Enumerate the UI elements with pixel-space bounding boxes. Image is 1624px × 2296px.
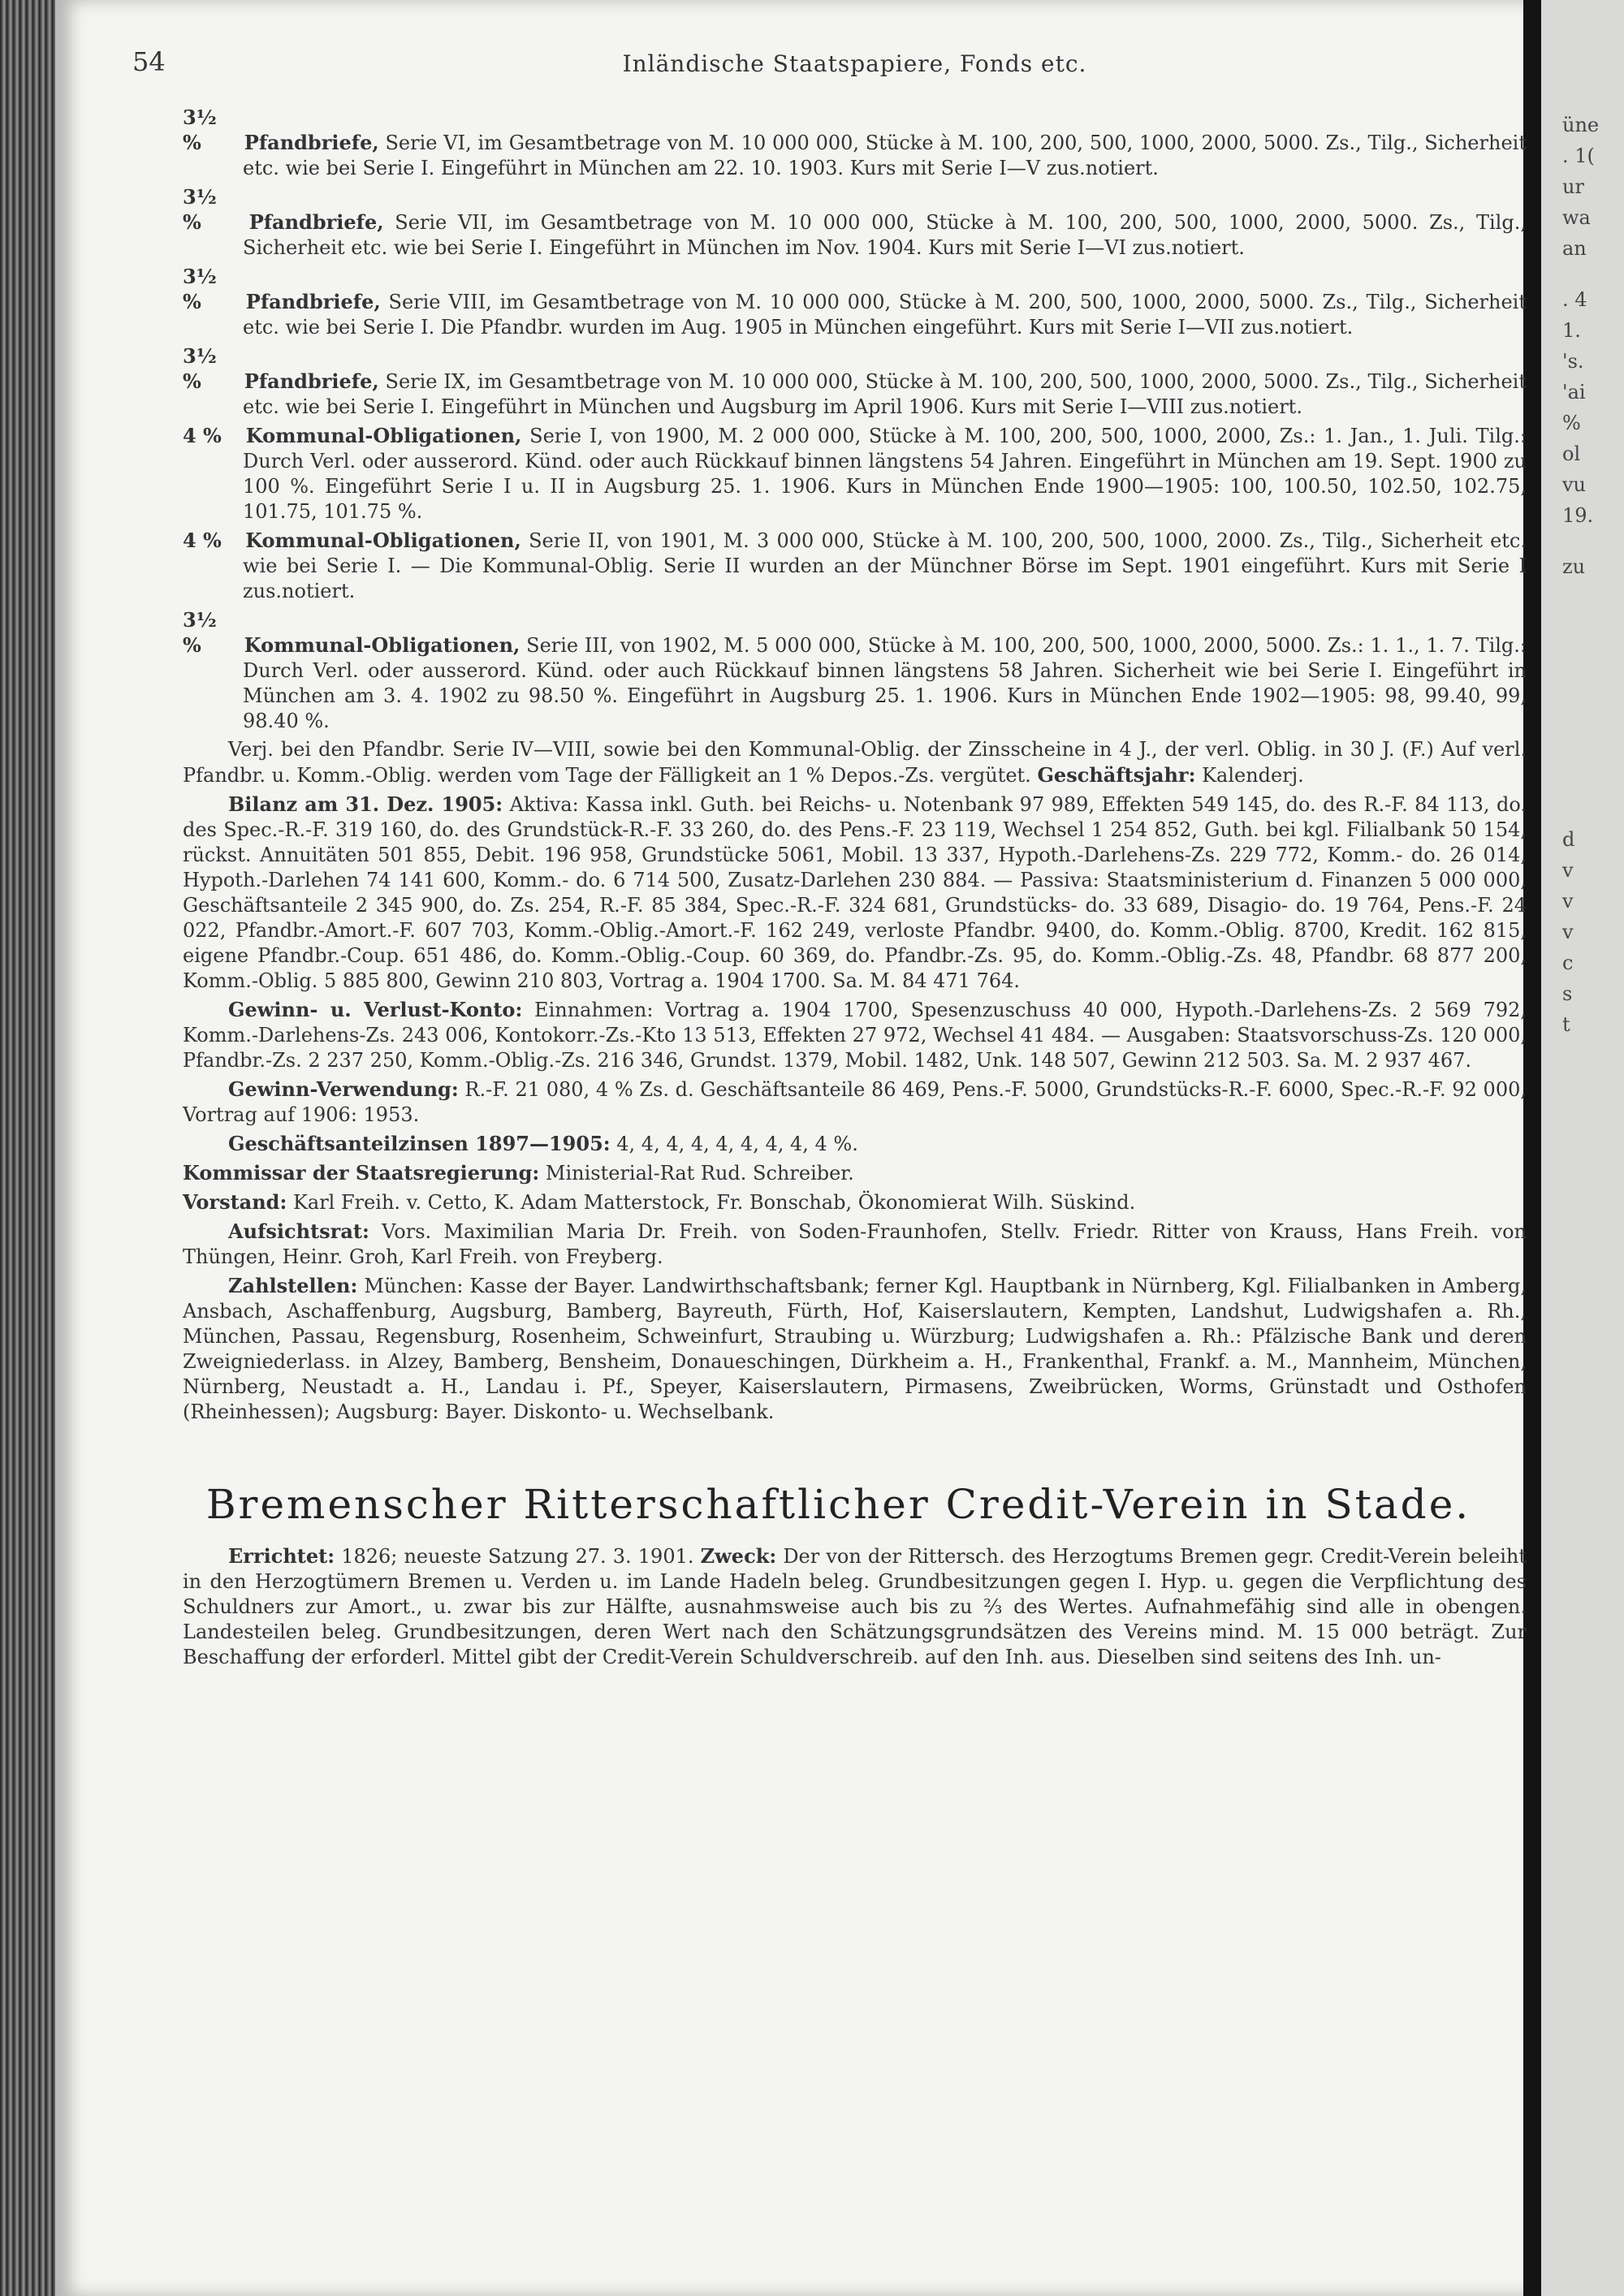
facing-page-fragment: t — [1562, 1013, 1570, 1036]
fiscal-year-label: Geschäftsjahr: — [1037, 763, 1196, 787]
facing-page-fragment: d — [1562, 828, 1575, 851]
bond-entry — [183, 528, 1527, 604]
commissioner-label: Kommissar der Staatsregierung: — [183, 1161, 540, 1185]
profit-loss-label: Gewinn- u. Verlust-Konto: — [228, 998, 523, 1021]
share-interest — [183, 1131, 1527, 1157]
facing-page-fragment: wa — [1562, 206, 1591, 229]
bond-entry — [183, 184, 1527, 261]
facing-page-edge — [1523, 0, 1624, 2296]
entry-text: Serie I, von 1900, M. 2 000 000, Stücke à M. 100, 200, 500, 1000, 2000, Zs.: 1. Jan., 1. Juli. Tilg.: Durch Verl. oder ausserord. Künd. oder auch Rückkauf binnen längstens 54 Jahren. Eingeführt in München am 19. Sept. 1900 zu 100 %. Eingeführt Serie I u. II in Augsburg 25. 1. 1906. Kurs in München Ende 1900—1905: 100, 100.50, 102.50, 102.75, 101.75, 101.75 %. — [243, 425, 1527, 523]
entry-title: Kommunal-Obligationen, — [245, 424, 522, 447]
entry-text: Serie VIII, im Gesamtbetrage von M. 10 000 000, Stücke à M. 200, 500, 1000, 2000, 5000. Zs., Tilg., Sicherheit etc. wie bei Serie I. Die Pfandbr. wurden im Aug. 1905 in München eingeführt. Kurs mit Serie I—VII zus.notiert. — [243, 291, 1527, 339]
bond-entry — [183, 105, 1527, 181]
facing-page-fragment: . 1( — [1562, 145, 1595, 167]
facing-page-fragment: üne — [1562, 114, 1600, 136]
facing-page-fragment: an — [1562, 237, 1587, 260]
association-description — [183, 1543, 1527, 1670]
profit-loss-text: Einnahmen: Vortrag a. 1904 1700, Spesenzuschuss 40 000, Hypoth.-Darlehens-Zs. 2 569 792, Komm.-Darlehens-Zs. 243 006, Kontokorr.-Zs.-Kto 13 513, Effekten 27 972, Wechsel 41 484. — Ausgaben: Staatsvorschuss-Zs. 120 000, Pfandbr.-Zs. 2 237 250, Komm.-Oblig.-Zs. 216 346, Grundst. 1379, Mobil. 1482, Unk. 148 507, Gewinn 212 503. Sa. M. 2 937 467. — [183, 999, 1527, 1072]
interest-rate: 3½ % — [183, 265, 217, 313]
supervisory-board — [183, 1219, 1527, 1270]
fiscal-year-value: Kalenderj. — [1202, 764, 1304, 787]
bond-entry — [183, 607, 1527, 734]
running-title: Inländische Staatspapiere, Fonds etc. — [622, 50, 1087, 77]
facing-page-fragment: % — [1562, 412, 1581, 434]
interest-rate: 3½ % — [183, 608, 217, 657]
entry-title: Pfandbriefe, — [245, 290, 381, 313]
profit-allocation-text: R.-F. 21 080, 4 % Zs. d. Geschäftsanteile 86 469, Pens.-F. 5000, Grundstücks-R.-F. 6000, Spec.-R.-F. 92 000, Vortrag auf 1906: 1953. — [183, 1078, 1527, 1126]
entry-text: Serie VII, im Gesamtbetrage von M. 10 000 000, Stücke à M. 100, 200, 500, 1000, 2000, 5000. Zs., Tilg., Sicherheit etc. wie bei Serie I. Eingeführt in München im Nov. 1904. Kurs mit Serie I—VI zus.notiert. — [243, 211, 1527, 259]
supervisory-board-label: Aufsichtsrat: — [228, 1219, 369, 1243]
founded-label: Errichtet: — [228, 1544, 335, 1568]
book-spine — [0, 0, 55, 2296]
facing-page-fragment: v — [1562, 859, 1574, 882]
interest-rate: 3½ % — [183, 185, 217, 234]
paying-agents-text: München: Kasse der Bayer. Landwirthschaftsbank; ferner Kgl. Hauptbank in Nürnberg, Kgl. Filialbanken in Amberg, Ansbach, Aschaffenburg, Augsburg, Bamberg, Bayreuth, Fürth, Hof, Kaiserslautern, Kempten, Landshut, Ludwigshafen a. Rh., München, Passau, Regensburg, Rosenheim, Schweinfurt, Straubing u. Würzburg; Ludwigshafen a. Rh.: Pfälzische Bank und deren Zweigniederlass. in Alzey, Bamberg, Bensheim, Donaueschingen, Dürkheim a. H., Frankenthal, Frankf. a. M., Mannheim, München, Nürnberg, Neustadt a. H., Landau i. Pf., Speyer, Kaiserslautern, Pirmasens, Zweibrücken, Worms, Grünstadt und Osthofen (Rheinhessen); Augsburg: Bayer. Diskonto- u. Wechselbank. — [183, 1275, 1527, 1423]
board — [183, 1189, 1527, 1215]
board-text: Karl Freih. v. Cetto, K. Adam Matterstock, Fr. Bonschab, Ökonomierat Wilh. Süskind. — [292, 1191, 1136, 1214]
facing-page-fragment: v — [1562, 890, 1574, 913]
facing-page-fragment: . 4 — [1562, 288, 1587, 311]
entry-text: Serie IX, im Gesamtbetrage von M. 10 000 000, Stücke à M. 100, 200, 500, 1000, 2000, 5000. Zs., Tilg., Sicherheit etc. wie bei Serie I. Eingeführt in München und Augsburg im April 1906. Kurs mit Serie I—VIII zus.notiert. — [243, 370, 1527, 418]
note-text: Verj. bei den Pfandbr. Serie IV—VIII, sowie bei den Kommunal-Oblig. der Zinsscheine in 4 J., der verl. Oblig. in 30 J. (F.) Auf verl. Pfandbr. u. Komm.-Oblig. werden vom Tage der Fälligkeit an 1 % Depos.-Zs. vergütet. — [183, 738, 1527, 787]
facing-page-fragment: c — [1562, 952, 1574, 974]
page-header — [132, 45, 1527, 93]
board-label: Vorstand: — [183, 1190, 287, 1214]
entry-title: Kommunal-Obligationen, — [244, 633, 520, 657]
share-interest-text: 4, 4, 4, 4, 4, 4, 4, 4, 4 %. — [616, 1133, 858, 1155]
bond-entry — [183, 264, 1527, 340]
profit-allocation-label: Gewinn-Verwendung: — [228, 1077, 459, 1101]
founded-text: 1826; neueste Satzung 27. 3. 1901. — [341, 1545, 694, 1568]
entry-text: Serie II, von 1901, M. 3 000 000, Stücke à M. 100, 200, 500, 1000, 2000. Zs., Tilg., Sicherheit etc. wie bei Serie I. — Die Kommunal-Oblig. Serie II wurden an der Münchner Börse im Sept. 1901 eingeführt. Kurs mit Serie I zus.notiert. — [243, 529, 1527, 602]
balance-sheet-text: Aktiva: Kassa inkl. Guth. bei Reichs- u. Notenbank 97 989, Effekten 549 145, do. des R.-F. 84 113, do. des Spec.-R.-F. 319 160, do. des Grundstück-R.-F. 33 260, do. des Pens.-F. 23 119, Wechsel 1 254 852, Guth. bei kgl. Filialbank 50 154, rückst. Annuitäten 501 855, Debit. 196 958, Grundstücke 5061, Mobil. 13 337, Hypoth.-Darlehens-Zs. 229 772, Komm.- do. 26 014, Hypoth.-Darlehen 74 141 600, Komm.- do. 6 714 500, Zusatz-Darlehen 230 884. — Passiva: Staatsministerium d. Finanzen 5 000 000, Geschäftsanteile 2 345 900, do. Zs. 254, R.-F. 85 384, Spec.-R.-F. 324 681, Grundstücks- do. 33 689, Disagio- do. 19 764, Pens.-F. 24 022, Pfandbr.-Amort.-F. 607 703, Komm.-Oblig.-Amort.-F. 162 249, verloste Pfandbr. 9400, do. Komm.-Oblig. 8700, Kredit. 162 815, eigene Pfandbr.-Coup. 651 486, do. Komm.-Oblig.-Coup. 60 369, do. Pfandbr.-Zs. 95, do. Komm.-Oblig.-Zs. 48, Pfandbr. 68 877 200, Komm.-Oblig. 5 885 800, Gewinn 210 803, Vortrag a. 1904 1700. Sa. M. 84 471 764. — [183, 793, 1527, 992]
interest-rate: 3½ % — [183, 106, 217, 154]
commissioner-text: Ministerial-Rat Rud. Schreiber. — [545, 1162, 854, 1185]
facing-page-fragment: ol — [1562, 442, 1581, 465]
facing-page-fragment: s — [1562, 982, 1573, 1005]
interest-rate: 4 % — [183, 424, 222, 447]
balance-sheet — [183, 792, 1527, 994]
profit-allocation — [183, 1077, 1527, 1128]
note-paragraph — [183, 737, 1527, 788]
paying-agents — [183, 1273, 1527, 1425]
bond-entry — [183, 423, 1527, 524]
entry-text: Serie VI, im Gesamtbetrage von M. 10 000 000, Stücke à M. 100, 200, 500, 1000, 2000, 5000. Zs., Tilg., Sicherheit etc. wie bei Serie I. Eingeführt in München am 22. 10. 1903. Kurs mit Serie I—V zus.notiert. — [243, 132, 1527, 179]
page-number: 54 — [132, 46, 166, 77]
page-content — [132, 45, 1527, 2285]
facing-page-fragment: zu — [1562, 555, 1586, 578]
purpose-text: Der von der Rittersch. des Herzogtums Bremen gegr. Credit-Verein beleiht in den Herzogtümern Bremen u. Verden u. im Lande Hadeln beleg. Grundbesitzungen gegen I. Hyp. u. gegen die Verpflichtung des Schuldners zur Amort., u. zwar bis zur Hälfte, ausnahmsweise auch bis zu ⅔ des Wertes. Aufnahmefähig sind alle in obengen. Landesteilen beleg. Grundbesitzungen, deren Wert nach den Schätzungsgrundsätzen des Vereins mind. M. 15 000 beträgt. Zur Beschaffung der erforderl. Mittel gibt der Credit-Verein Schuldverschreib. auf den Inh. aus. Dieselben sind seitens des Inh. un- — [183, 1545, 1527, 1668]
entry-title: Kommunal-Obligationen, — [245, 529, 521, 552]
section-heading: Bremenscher Ritterschaftlicher Credit-Verein in Stade. — [205, 1481, 1471, 1528]
facing-page-fragment: 19. — [1562, 504, 1594, 527]
facing-page-fragment: v — [1562, 921, 1574, 943]
share-interest-label: Geschäftsanteilzinsen 1897—1905: — [228, 1132, 611, 1155]
supervisory-board-text: Vors. Maximilian Maria Dr. Freih. von Soden-Fraunhofen, Stellv. Friedr. Ritter von Krauss, Hans Freih. von Thüngen, Heinr. Groh, Karl Freih. von Freyberg. — [183, 1220, 1527, 1268]
interest-rate: 3½ % — [183, 344, 217, 393]
facing-page-fragment: vu — [1562, 473, 1587, 496]
balance-sheet-label: Bilanz am 31. Dez. 1905: — [228, 792, 503, 816]
purpose-label: Zweck: — [700, 1544, 777, 1568]
bond-entry — [183, 343, 1527, 420]
interest-rate: 4 % — [183, 529, 222, 552]
paying-agents-label: Zahlstellen: — [228, 1274, 358, 1297]
facing-page-fragment: 's. — [1562, 350, 1584, 373]
facing-page-fragment: 1. — [1562, 319, 1581, 342]
facing-page-fragment: ur — [1562, 175, 1584, 198]
entry-title: Pfandbriefe, — [244, 131, 379, 154]
entry-title: Pfandbriefe, — [248, 210, 384, 234]
commissioner — [183, 1160, 1527, 1186]
entry-title: Pfandbriefe, — [244, 369, 379, 393]
facing-page-fragment: 'ai — [1562, 381, 1586, 404]
entry-text: Serie III, von 1902, M. 5 000 000, Stücke à M. 100, 200, 500, 1000, 2000, 5000. Zs.: 1. 1., 1. 7. Tilg.: Durch Verl. oder ausserord. Künd. oder auch Rückkauf binnen längstens 58 Jahren. Sicherheit wie bei Serie I. Eingeführt in München am 3. 4. 1902 zu 98.50 %. Eingeführt in Augsburg 25. 1. 1906. Kurs in München Ende 1902—1905: 98, 99.40, 99, 98.40 %. — [243, 634, 1527, 732]
profit-loss-account — [183, 997, 1527, 1073]
